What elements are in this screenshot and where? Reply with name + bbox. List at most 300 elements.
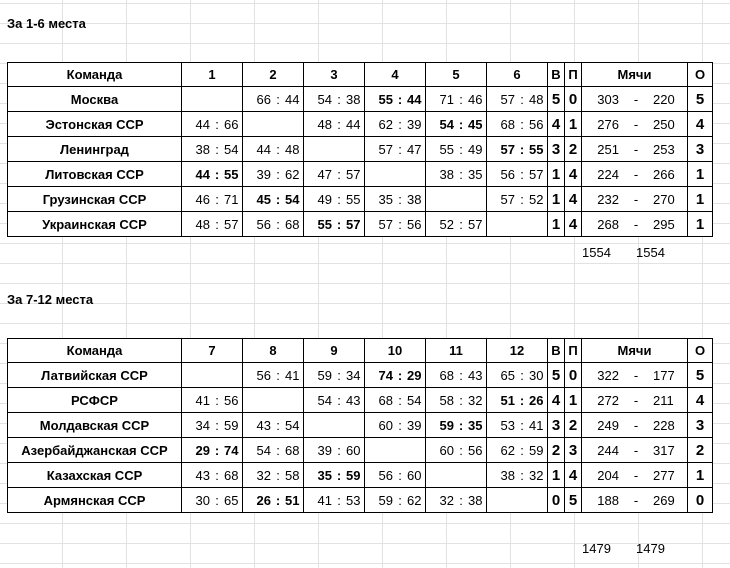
score-separator: : (458, 417, 464, 433)
table-row (8, 413, 713, 438)
score-separator: : (275, 492, 281, 508)
score-for: 56 (500, 166, 515, 182)
score-separator: : (276, 367, 280, 383)
score-cell (243, 438, 304, 463)
table-row (8, 212, 713, 237)
team-name: Ленинград (8, 137, 182, 162)
header-cell: П (565, 63, 582, 87)
score-for: 57 (378, 216, 393, 232)
score-separator: : (459, 442, 463, 458)
score-cell (487, 388, 548, 413)
score-against: 30 (529, 367, 544, 383)
points-cell: 3 (688, 137, 713, 162)
score-separator: : (459, 166, 463, 182)
team-name: РСФСР (8, 388, 182, 413)
score-for: 59 (378, 492, 393, 508)
score-cell (304, 112, 365, 137)
balls-separator: - (633, 191, 639, 207)
score-for: 32 (256, 467, 271, 483)
score-separator: : (215, 216, 219, 232)
score-cell (487, 162, 548, 187)
balls-cell (582, 413, 688, 438)
score-for: 49 (317, 191, 332, 207)
score-separator: : (215, 417, 219, 433)
score-cell (182, 212, 243, 237)
score-against: 45 (468, 116, 483, 132)
losses-cell: 5 (565, 488, 582, 513)
score-cell (182, 463, 243, 488)
header-cell: 12 (487, 339, 548, 363)
wins-cell: 5 (548, 363, 565, 388)
score-for: 44 (195, 116, 210, 132)
balls-cell (582, 388, 688, 413)
empty-cell (365, 162, 426, 187)
score-separator: : (337, 91, 341, 107)
score-for: 35 (317, 467, 332, 483)
table-row (8, 187, 713, 212)
points-cell: 5 (688, 363, 713, 388)
header-cell: Мячи (582, 339, 688, 363)
score-cell (365, 137, 426, 162)
score-for: 56 (256, 216, 271, 232)
score-separator: : (215, 392, 219, 408)
losses-cell: 2 (565, 137, 582, 162)
score-against: 68 (224, 467, 239, 483)
score-cell (304, 363, 365, 388)
score-against: 44 (346, 116, 361, 132)
score-for: 58 (439, 392, 454, 408)
score-for: 30 (195, 492, 210, 508)
score-separator: : (520, 442, 524, 458)
score-separator: : (520, 116, 524, 132)
score-cell (182, 162, 243, 187)
score-for: 46 (195, 191, 210, 207)
score-cell (304, 463, 365, 488)
header-cell: Команда (8, 63, 182, 87)
score-cell (182, 438, 243, 463)
score-cell (182, 187, 243, 212)
header-cell: 2 (243, 63, 304, 87)
score-for: 60 (378, 417, 393, 433)
score-for: 41 (317, 492, 332, 508)
header-cell: 4 (365, 63, 426, 87)
score-against: 46 (468, 91, 483, 107)
score-for: 65 (500, 367, 515, 383)
score-for: 57 (500, 141, 515, 157)
empty-cell (487, 212, 548, 237)
score-cell (426, 112, 487, 137)
header-cell: 5 (426, 63, 487, 87)
score-for: 55 (317, 216, 332, 232)
team-name: Эстонская ССР (8, 112, 182, 137)
score-against: 43 (346, 392, 361, 408)
score-against: 49 (468, 141, 483, 157)
balls-cell (582, 112, 688, 137)
score-against: 65 (224, 492, 239, 508)
score-against: 38 (407, 191, 422, 207)
score-separator: : (398, 392, 402, 408)
score-cell (243, 463, 304, 488)
score-for: 60 (439, 442, 454, 458)
score-against: 53 (346, 492, 361, 508)
score-separator: : (459, 392, 463, 408)
score-for: 35 (378, 191, 393, 207)
score-separator: : (215, 492, 219, 508)
score-against: 56 (407, 216, 422, 232)
balls-separator: - (633, 141, 639, 157)
balls-for: 244 (597, 442, 619, 458)
score-separator: : (459, 492, 463, 508)
table-row (8, 388, 713, 413)
score-for: 48 (317, 116, 332, 132)
score-separator: : (398, 417, 402, 433)
score-separator: : (458, 116, 464, 132)
score-against: 44 (407, 91, 422, 107)
score-against: 74 (224, 442, 239, 458)
score-against: 55 (529, 141, 544, 157)
score-for: 32 (439, 492, 454, 508)
score-for: 38 (195, 141, 210, 157)
score-cell (487, 187, 548, 212)
score-against: 44 (285, 91, 300, 107)
balls-cell (582, 488, 688, 513)
score-cell (304, 162, 365, 187)
score-separator: : (337, 392, 341, 408)
team-name: Казахская ССР (8, 463, 182, 488)
total-against-1: 1554 (636, 245, 665, 260)
score-against: 57 (346, 216, 361, 232)
points-cell: 1 (688, 187, 713, 212)
score-cell (365, 388, 426, 413)
score-cell (182, 112, 243, 137)
score-separator: : (214, 442, 220, 458)
score-against: 59 (346, 467, 361, 483)
table-row (8, 463, 713, 488)
score-against: 48 (529, 91, 544, 107)
wins-cell: 2 (548, 438, 565, 463)
balls-for: 188 (597, 492, 619, 508)
score-separator: : (397, 367, 403, 383)
score-for: 71 (439, 91, 454, 107)
header-cell: П (565, 339, 582, 363)
total-against-2: 1479 (636, 541, 665, 556)
score-for: 66 (256, 91, 271, 107)
table-row (8, 162, 713, 187)
score-cell (487, 413, 548, 438)
header-cell: 8 (243, 339, 304, 363)
score-against: 54 (407, 392, 422, 408)
balls-for: 249 (597, 417, 619, 433)
score-separator: : (520, 417, 524, 433)
score-separator: : (276, 141, 280, 157)
score-cell (243, 162, 304, 187)
team-name: Армянская ССР (8, 488, 182, 513)
balls-separator: - (633, 216, 639, 232)
score-for: 44 (256, 141, 271, 157)
score-for: 54 (439, 116, 454, 132)
header-cell: 3 (304, 63, 365, 87)
score-for: 44 (195, 166, 210, 182)
score-against: 41 (285, 367, 300, 383)
table-row (8, 112, 713, 137)
score-cell (487, 137, 548, 162)
score-cell (426, 488, 487, 513)
header-cell: Команда (8, 339, 182, 363)
score-cell (365, 413, 426, 438)
balls-against: 211 (653, 392, 674, 408)
score-cell (487, 363, 548, 388)
balls-separator: - (633, 367, 639, 383)
header-cell: В (548, 63, 565, 87)
score-against: 47 (407, 141, 422, 157)
score-cell (487, 87, 548, 112)
balls-separator: - (633, 492, 639, 508)
score-separator: : (337, 492, 341, 508)
score-cell (243, 187, 304, 212)
score-cell (426, 413, 487, 438)
header-cell: В (548, 339, 565, 363)
empty-cell (426, 187, 487, 212)
score-cell (243, 137, 304, 162)
score-against: 26 (529, 392, 544, 408)
score-against: 41 (529, 417, 544, 433)
score-separator: : (276, 216, 280, 232)
score-against: 57 (529, 166, 544, 182)
score-cell (365, 187, 426, 212)
score-separator: : (337, 191, 341, 207)
score-separator: : (215, 467, 219, 483)
score-separator: : (337, 116, 341, 132)
empty-cell (243, 112, 304, 137)
empty-cell (243, 388, 304, 413)
score-against: 68 (285, 216, 300, 232)
score-separator: : (519, 392, 525, 408)
losses-cell: 4 (565, 162, 582, 187)
empty-cell (304, 413, 365, 438)
losses-cell: 1 (565, 388, 582, 413)
score-separator: : (276, 91, 280, 107)
balls-for: 232 (597, 191, 619, 207)
score-against: 38 (468, 492, 483, 508)
header-cell: Мячи (582, 63, 688, 87)
score-cell (365, 112, 426, 137)
table-row (8, 363, 713, 388)
score-against: 59 (224, 417, 239, 433)
score-separator: : (337, 166, 341, 182)
score-cell (182, 388, 243, 413)
header-cell: 11 (426, 339, 487, 363)
balls-against: 220 (653, 91, 675, 107)
balls-against: 270 (653, 191, 675, 207)
losses-cell: 4 (565, 463, 582, 488)
standings-table-7-12 (7, 338, 713, 513)
balls-cell (582, 363, 688, 388)
points-cell: 0 (688, 488, 713, 513)
score-separator: : (215, 191, 219, 207)
score-cell (487, 438, 548, 463)
score-for: 48 (195, 216, 210, 232)
team-name: Молдавская ССР (8, 413, 182, 438)
score-cell (304, 212, 365, 237)
score-for: 43 (195, 467, 210, 483)
balls-for: 272 (597, 392, 619, 408)
points-cell: 4 (688, 388, 713, 413)
score-against: 34 (346, 367, 361, 383)
header-cell: 9 (304, 339, 365, 363)
score-against: 32 (468, 392, 483, 408)
score-for: 56 (256, 367, 271, 383)
score-cell (487, 463, 548, 488)
losses-cell: 0 (565, 87, 582, 112)
score-for: 74 (378, 367, 393, 383)
header-cell: О (688, 339, 713, 363)
header-cell: 6 (487, 63, 548, 87)
section2-title: За 7-12 места (7, 292, 94, 307)
score-separator: : (459, 367, 463, 383)
balls-against: 295 (653, 216, 675, 232)
score-for: 57 (378, 141, 393, 157)
header-row (8, 63, 713, 87)
score-cell (304, 388, 365, 413)
balls-against: 317 (653, 442, 675, 458)
score-against: 35 (468, 417, 483, 433)
section1-title: За 1-6 места (7, 16, 86, 31)
score-separator: : (214, 166, 220, 182)
score-for: 62 (500, 442, 515, 458)
score-for: 54 (317, 392, 332, 408)
empty-cell (487, 488, 548, 513)
header-cell: О (688, 63, 713, 87)
balls-separator: - (633, 442, 639, 458)
score-for: 29 (195, 442, 210, 458)
score-against: 66 (224, 116, 239, 132)
score-separator: : (336, 467, 342, 483)
score-cell (426, 137, 487, 162)
score-for: 54 (256, 442, 271, 458)
score-separator: : (520, 467, 524, 483)
score-against: 54 (285, 417, 300, 433)
balls-separator: - (633, 392, 639, 408)
table-row (8, 137, 713, 162)
score-separator: : (398, 492, 402, 508)
score-separator: : (520, 166, 524, 182)
points-cell: 1 (688, 212, 713, 237)
score-cell (182, 488, 243, 513)
table-row (8, 438, 713, 463)
score-cell (426, 438, 487, 463)
balls-separator: - (633, 91, 639, 107)
score-against: 43 (468, 367, 483, 383)
score-for: 26 (256, 492, 271, 508)
score-for: 54 (317, 91, 332, 107)
score-for: 62 (378, 116, 393, 132)
score-for: 47 (317, 166, 332, 182)
balls-against: 277 (653, 467, 675, 483)
score-for: 68 (378, 392, 393, 408)
score-separator: : (398, 191, 402, 207)
score-for: 45 (256, 191, 271, 207)
score-separator: : (276, 417, 280, 433)
score-separator: : (398, 216, 402, 232)
score-against: 58 (285, 467, 300, 483)
score-cell (365, 212, 426, 237)
points-cell: 1 (688, 162, 713, 187)
score-against: 55 (224, 166, 239, 182)
score-for: 34 (195, 417, 210, 433)
score-against: 54 (224, 141, 239, 157)
balls-against: 177 (653, 367, 675, 383)
score-cell (304, 187, 365, 212)
balls-against: 228 (653, 417, 675, 433)
balls-against: 266 (653, 166, 675, 182)
score-for: 55 (378, 91, 393, 107)
team-name: Москва (8, 87, 182, 112)
score-cell (182, 413, 243, 438)
points-cell: 4 (688, 112, 713, 137)
score-against: 29 (407, 367, 422, 383)
score-for: 41 (195, 392, 210, 408)
score-against: 57 (468, 216, 483, 232)
balls-for: 204 (597, 467, 619, 483)
losses-cell: 3 (565, 438, 582, 463)
score-separator: : (276, 442, 280, 458)
balls-against: 269 (653, 492, 675, 508)
score-against: 60 (407, 467, 422, 483)
score-separator: : (337, 367, 341, 383)
score-against: 39 (407, 116, 422, 132)
score-against: 56 (224, 392, 239, 408)
wins-cell: 5 (548, 87, 565, 112)
score-cell (243, 488, 304, 513)
score-for: 39 (317, 442, 332, 458)
score-for: 56 (378, 467, 393, 483)
table-row (8, 488, 713, 513)
points-cell: 1 (688, 463, 713, 488)
score-for: 39 (256, 166, 271, 182)
team-name: Литовская ССР (8, 162, 182, 187)
score-for: 52 (439, 216, 454, 232)
points-cell: 5 (688, 87, 713, 112)
score-cell (304, 87, 365, 112)
score-against: 56 (468, 442, 483, 458)
score-separator: : (398, 141, 402, 157)
balls-cell (582, 212, 688, 237)
score-separator: : (276, 467, 280, 483)
score-for: 57 (500, 91, 515, 107)
empty-cell (182, 363, 243, 388)
wins-cell: 3 (548, 413, 565, 438)
wins-cell: 4 (548, 388, 565, 413)
balls-separator: - (633, 116, 639, 132)
score-against: 38 (346, 91, 361, 107)
score-against: 48 (285, 141, 300, 157)
score-separator: : (459, 141, 463, 157)
team-name: Грузинская ССР (8, 187, 182, 212)
score-for: 53 (500, 417, 515, 433)
balls-cell (582, 187, 688, 212)
balls-separator: - (633, 467, 639, 483)
score-cell (365, 488, 426, 513)
header-row (8, 339, 713, 363)
table-row (8, 87, 713, 112)
balls-for: 268 (597, 216, 619, 232)
losses-cell: 4 (565, 212, 582, 237)
balls-against: 250 (653, 116, 675, 132)
empty-cell (182, 87, 243, 112)
score-separator: : (215, 141, 219, 157)
score-separator: : (520, 367, 524, 383)
score-separator: : (398, 467, 402, 483)
